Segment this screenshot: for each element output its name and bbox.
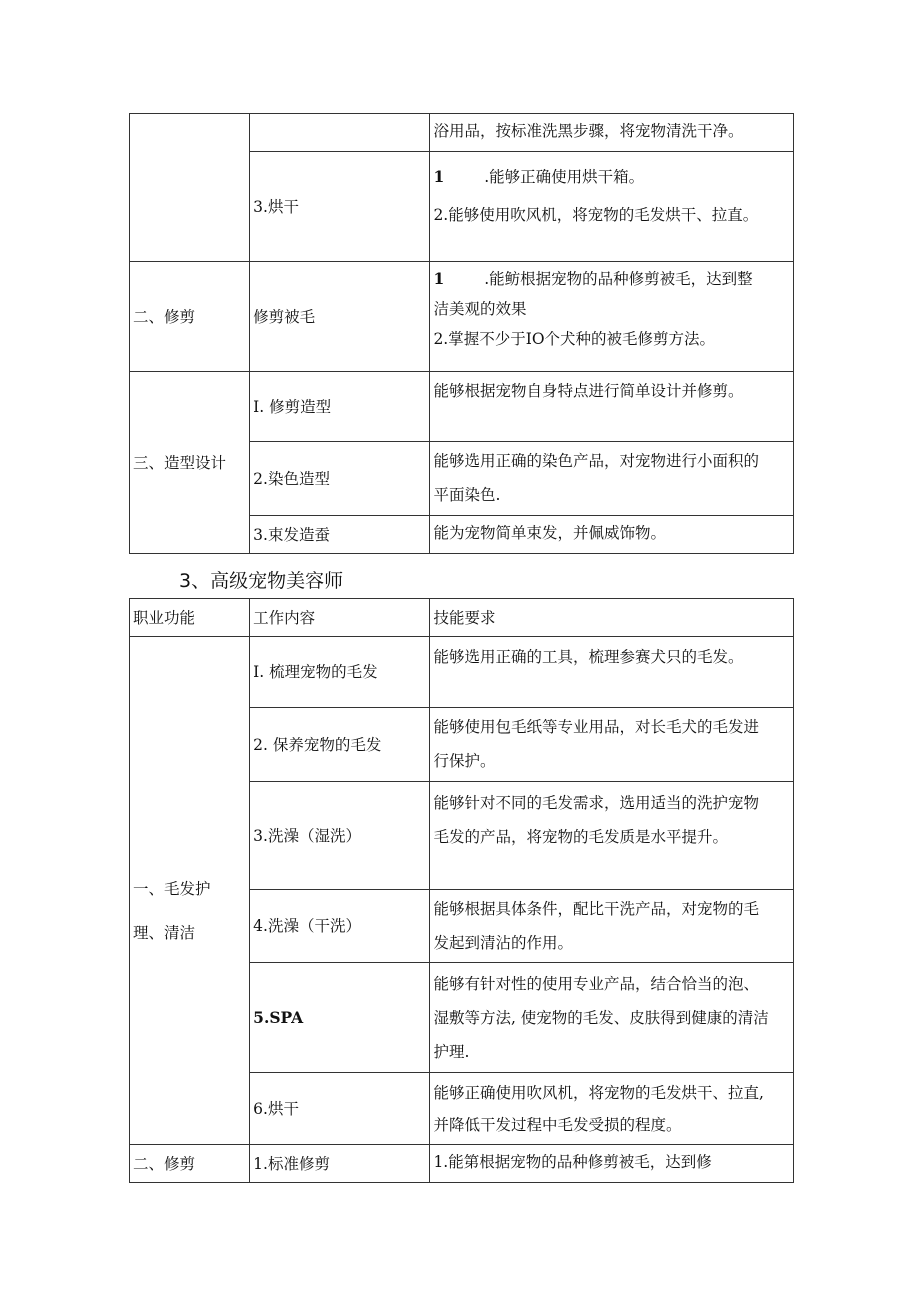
content-cell: 4.洗澡（干洗）: [250, 890, 430, 963]
table-row: [130, 262, 794, 372]
content-cell: 3.洗澡（湿洗）: [250, 782, 430, 890]
header-content: 工作内容: [250, 599, 430, 637]
header-func: 职业功能: [130, 599, 250, 637]
content-cell: 3.束发造蚕: [250, 516, 430, 554]
func-cell: 二、修剪: [130, 1145, 250, 1183]
req-cell: 能够使用包毛纸等专业用品，对长毛犬的毛发进 行保护。: [430, 708, 794, 782]
func-cell: 一、毛发护 理、清洁: [130, 637, 250, 1145]
header-req: 技能要求: [430, 599, 794, 637]
table-header-row: [130, 599, 794, 637]
req-cell: 能够有针对性的使用专业产品，结合恰当的泡、 湿敷等方法, 使宠物的毛发、皮肤得到健康的清洁 护理.: [430, 963, 794, 1073]
req-cell: 能够选用正确的染色产品，对宠物进行小面积的 平面染色.: [430, 442, 794, 516]
content-cell: I. 梳理宠物的毛发: [250, 637, 430, 708]
req-cell: 能够根据宠物自身特点进行简单设计并修剪。: [430, 372, 794, 442]
skills-table-intermediate: [129, 113, 794, 554]
content-cell: 3.烘干: [250, 152, 430, 262]
content-cell: 2.染色造型: [250, 442, 430, 516]
req-cell: 浴用品，按标准洗黑步骤，将宠物清洗干净。: [430, 114, 794, 152]
table-row: [130, 114, 794, 152]
section-title: 3、高级宠物美容师: [179, 570, 344, 592]
content-cell: 1.标准修剪: [250, 1145, 430, 1183]
content-cell: I. 修剪造型: [250, 372, 430, 442]
req-cell: 能为宠物简单束发，并佩威饰物。: [430, 516, 794, 554]
req-cell: 1 .能够正确使用烘干箱。 2.能够使用吹风机，将宠物的毛发烘干、拉直。: [430, 152, 794, 262]
req-cell: 能够正确使用吹风机，将宠物的毛发烘干、拉直, 并降低干发过程中毛发受损的程度。: [430, 1073, 794, 1145]
req-cell: 能够根据具体条件，配比干洗产品，对宠物的毛 发起到清沾的作用。: [430, 890, 794, 963]
content-cell: 修剪被毛: [250, 262, 430, 372]
req-cell: 能够选用正确的工具，梳理参赛犬只的毛发。: [430, 637, 794, 708]
table-row: [130, 1145, 794, 1183]
func-cell: 二、修剪: [130, 262, 250, 372]
func-cell: [130, 114, 250, 262]
skills-table-advanced: [129, 598, 794, 1183]
content-cell: [250, 114, 430, 152]
req-cell: 1 .能鲂根据宠物的品种修剪被毛，达到整 洁美观的效果 2.掌握不少于IO个犬种的被毛修剪方法。: [430, 262, 794, 372]
table-row: [130, 637, 794, 708]
content-cell: 6.烘干: [250, 1073, 430, 1145]
req-cell: 能够针对不同的毛发需求，选用适当的洗护宠物 毛发的产品，将宠物的毛发质是水平提升。: [430, 782, 794, 890]
content-cell: 2. 保养宠物的毛发: [250, 708, 430, 782]
req-cell: 1.能第根据宠物的品种修剪被毛，达到修: [430, 1145, 794, 1183]
content-cell: 5.SPA: [250, 963, 430, 1073]
table-row: [130, 372, 794, 442]
func-cell: 三、造型设计: [130, 372, 250, 554]
